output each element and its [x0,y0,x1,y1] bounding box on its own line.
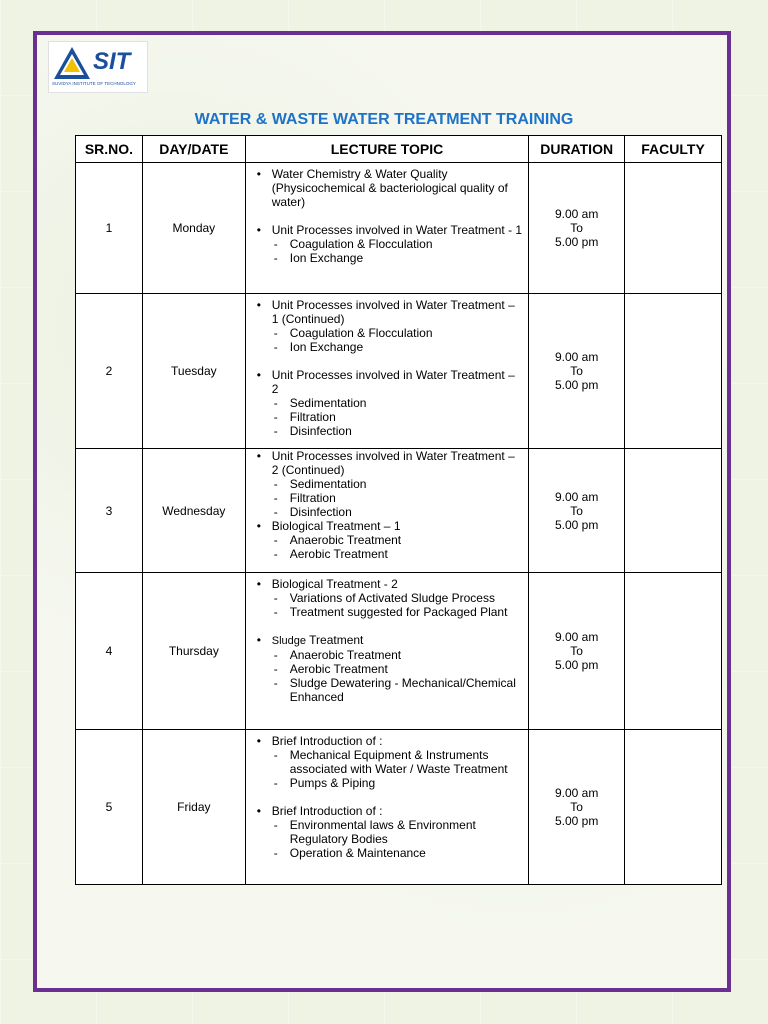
triangle-logo-icon [53,46,91,80]
sr-cell: 1 [76,163,143,294]
duration-cell [529,294,625,449]
topic-bullet: • Unit Processes involved in Water Treatment – 2 [256,368,524,396]
col-header-duration: DURATION [529,136,625,163]
duration-end: 5.00 pm [554,378,599,392]
topic-bullet [256,633,524,648]
topic-subitem: - Filtration [256,410,524,424]
duration-cell [529,730,625,885]
sit-logo [48,41,148,93]
faculty-cell [625,163,722,294]
duration-cell [529,573,625,730]
table-header-row [76,136,722,163]
table-row [76,163,722,294]
topic-subitem: - Ion Exchange [256,340,524,354]
topic-subitem: - Sedimentation [256,396,524,410]
faculty-cell [625,730,722,885]
topic-subitem: - Sludge Dewatering - Mechanical/Chemical Enhanced [256,676,524,704]
duration-to: To [570,503,583,518]
topic-bullet: • Unit Processes involved in Water Treatment - 1 [256,223,524,237]
topic-subitem: - Anaerobic Treatment [256,533,524,547]
topic-subitem: - Sedimentation [256,477,524,491]
logo-subtitle: SUVIDYA INSTITUTE OF TECHNOLOGY [52,81,136,86]
topic-bullet: • Brief Introduction of : [256,804,524,818]
topic-cell [245,573,528,730]
sr-cell: 5 [76,730,143,885]
topic-subitem: - Filtration [256,491,524,505]
duration-end: 5.00 pm [554,658,599,672]
duration-end: 5.00 pm [554,814,599,828]
faculty-cell [625,449,722,573]
duration-cell [529,163,625,294]
topic-subitem: - Disinfection [256,505,524,519]
table-row [76,730,722,885]
day-cell: Tuesday [142,294,245,449]
page-title: WATER & WASTE WATER TREATMENT TRAINING [194,111,574,128]
duration-start: 9.00 am [554,630,599,644]
schedule-table [75,135,722,885]
sr-cell: 3 [76,449,143,573]
topic-cell [245,294,528,449]
duration-start: 9.00 am [554,207,599,221]
duration-to: To [570,800,583,814]
topic-bullet: • Unit Processes involved in Water Treatment – 2 (Continued) [256,449,524,477]
topic-subitem: - Aerobic Treatment [256,547,524,561]
topic-subitem: - Aerobic Treatment [256,662,524,676]
faculty-cell [625,294,722,449]
duration-end: 5.00 pm [554,517,599,532]
topic-subitem: - Mechanical Equipment & Instruments associated with Water / Waste Treatment [256,748,524,776]
topic-bullet: • Unit Processes involved in Water Treatment – 1 (Continued) [256,298,524,326]
topic-bullet: • Brief Introduction of : [256,734,524,748]
col-header-topic: LECTURE TOPIC [245,136,528,163]
topic-bullet: • Biological Treatment – 1 [256,519,524,533]
topic-subitem: - Pumps & Piping [256,776,524,790]
topic-subitem: - Anaerobic Treatment [256,648,524,662]
topic-subitem: - Variations of Activated Sludge Process [256,591,524,605]
faculty-cell [625,573,722,730]
topic-bullet-word: Sludge [271,635,307,647]
col-header-day: DAY/DATE [142,136,245,163]
duration-to: To [570,644,583,658]
topic-bullet-rest: Treatment [306,633,364,647]
duration-to: To [570,221,583,235]
topic-cell [245,730,528,885]
duration-to: To [570,364,583,378]
day-cell: Friday [142,730,245,885]
topic-cell [245,449,528,573]
topic-bullet: • Biological Treatment - 2 [256,577,524,591]
topic-bullet: • Water Chemistry & Water Quality (Physicochemical & bacteriological quality of water) [256,167,524,209]
table-row [76,573,722,730]
table-row [76,294,722,449]
topic-subitem: - Ion Exchange [256,251,524,265]
sr-cell: 2 [76,294,143,449]
duration-cell [529,449,625,573]
topic-subitem: - Operation & Maintenance [256,846,524,860]
topic-cell [245,163,528,294]
duration-start: 9.00 am [554,786,599,800]
topic-subitem: - Coagulation & Flocculation [256,237,524,251]
logo-text: SIT [93,48,131,75]
duration-end: 5.00 pm [554,235,599,249]
duration-start: 9.00 am [554,489,599,504]
duration-start: 9.00 am [554,350,599,364]
sr-cell: 4 [76,573,143,730]
col-header-faculty: FACULTY [625,136,722,163]
topic-subitem: - Coagulation & Flocculation [256,326,524,340]
day-cell: Wednesday [142,449,245,573]
day-cell: Thursday [142,573,245,730]
topic-subitem: - Environmental laws & Environment Regulatory Bodies [256,818,524,846]
topic-subitem: - Disinfection [256,424,524,438]
table-row [76,449,722,573]
col-header-srno: SR.NO. [76,136,143,163]
topic-subitem: - Treatment suggested for Packaged Plant [256,605,524,619]
day-cell: Monday [142,163,245,294]
